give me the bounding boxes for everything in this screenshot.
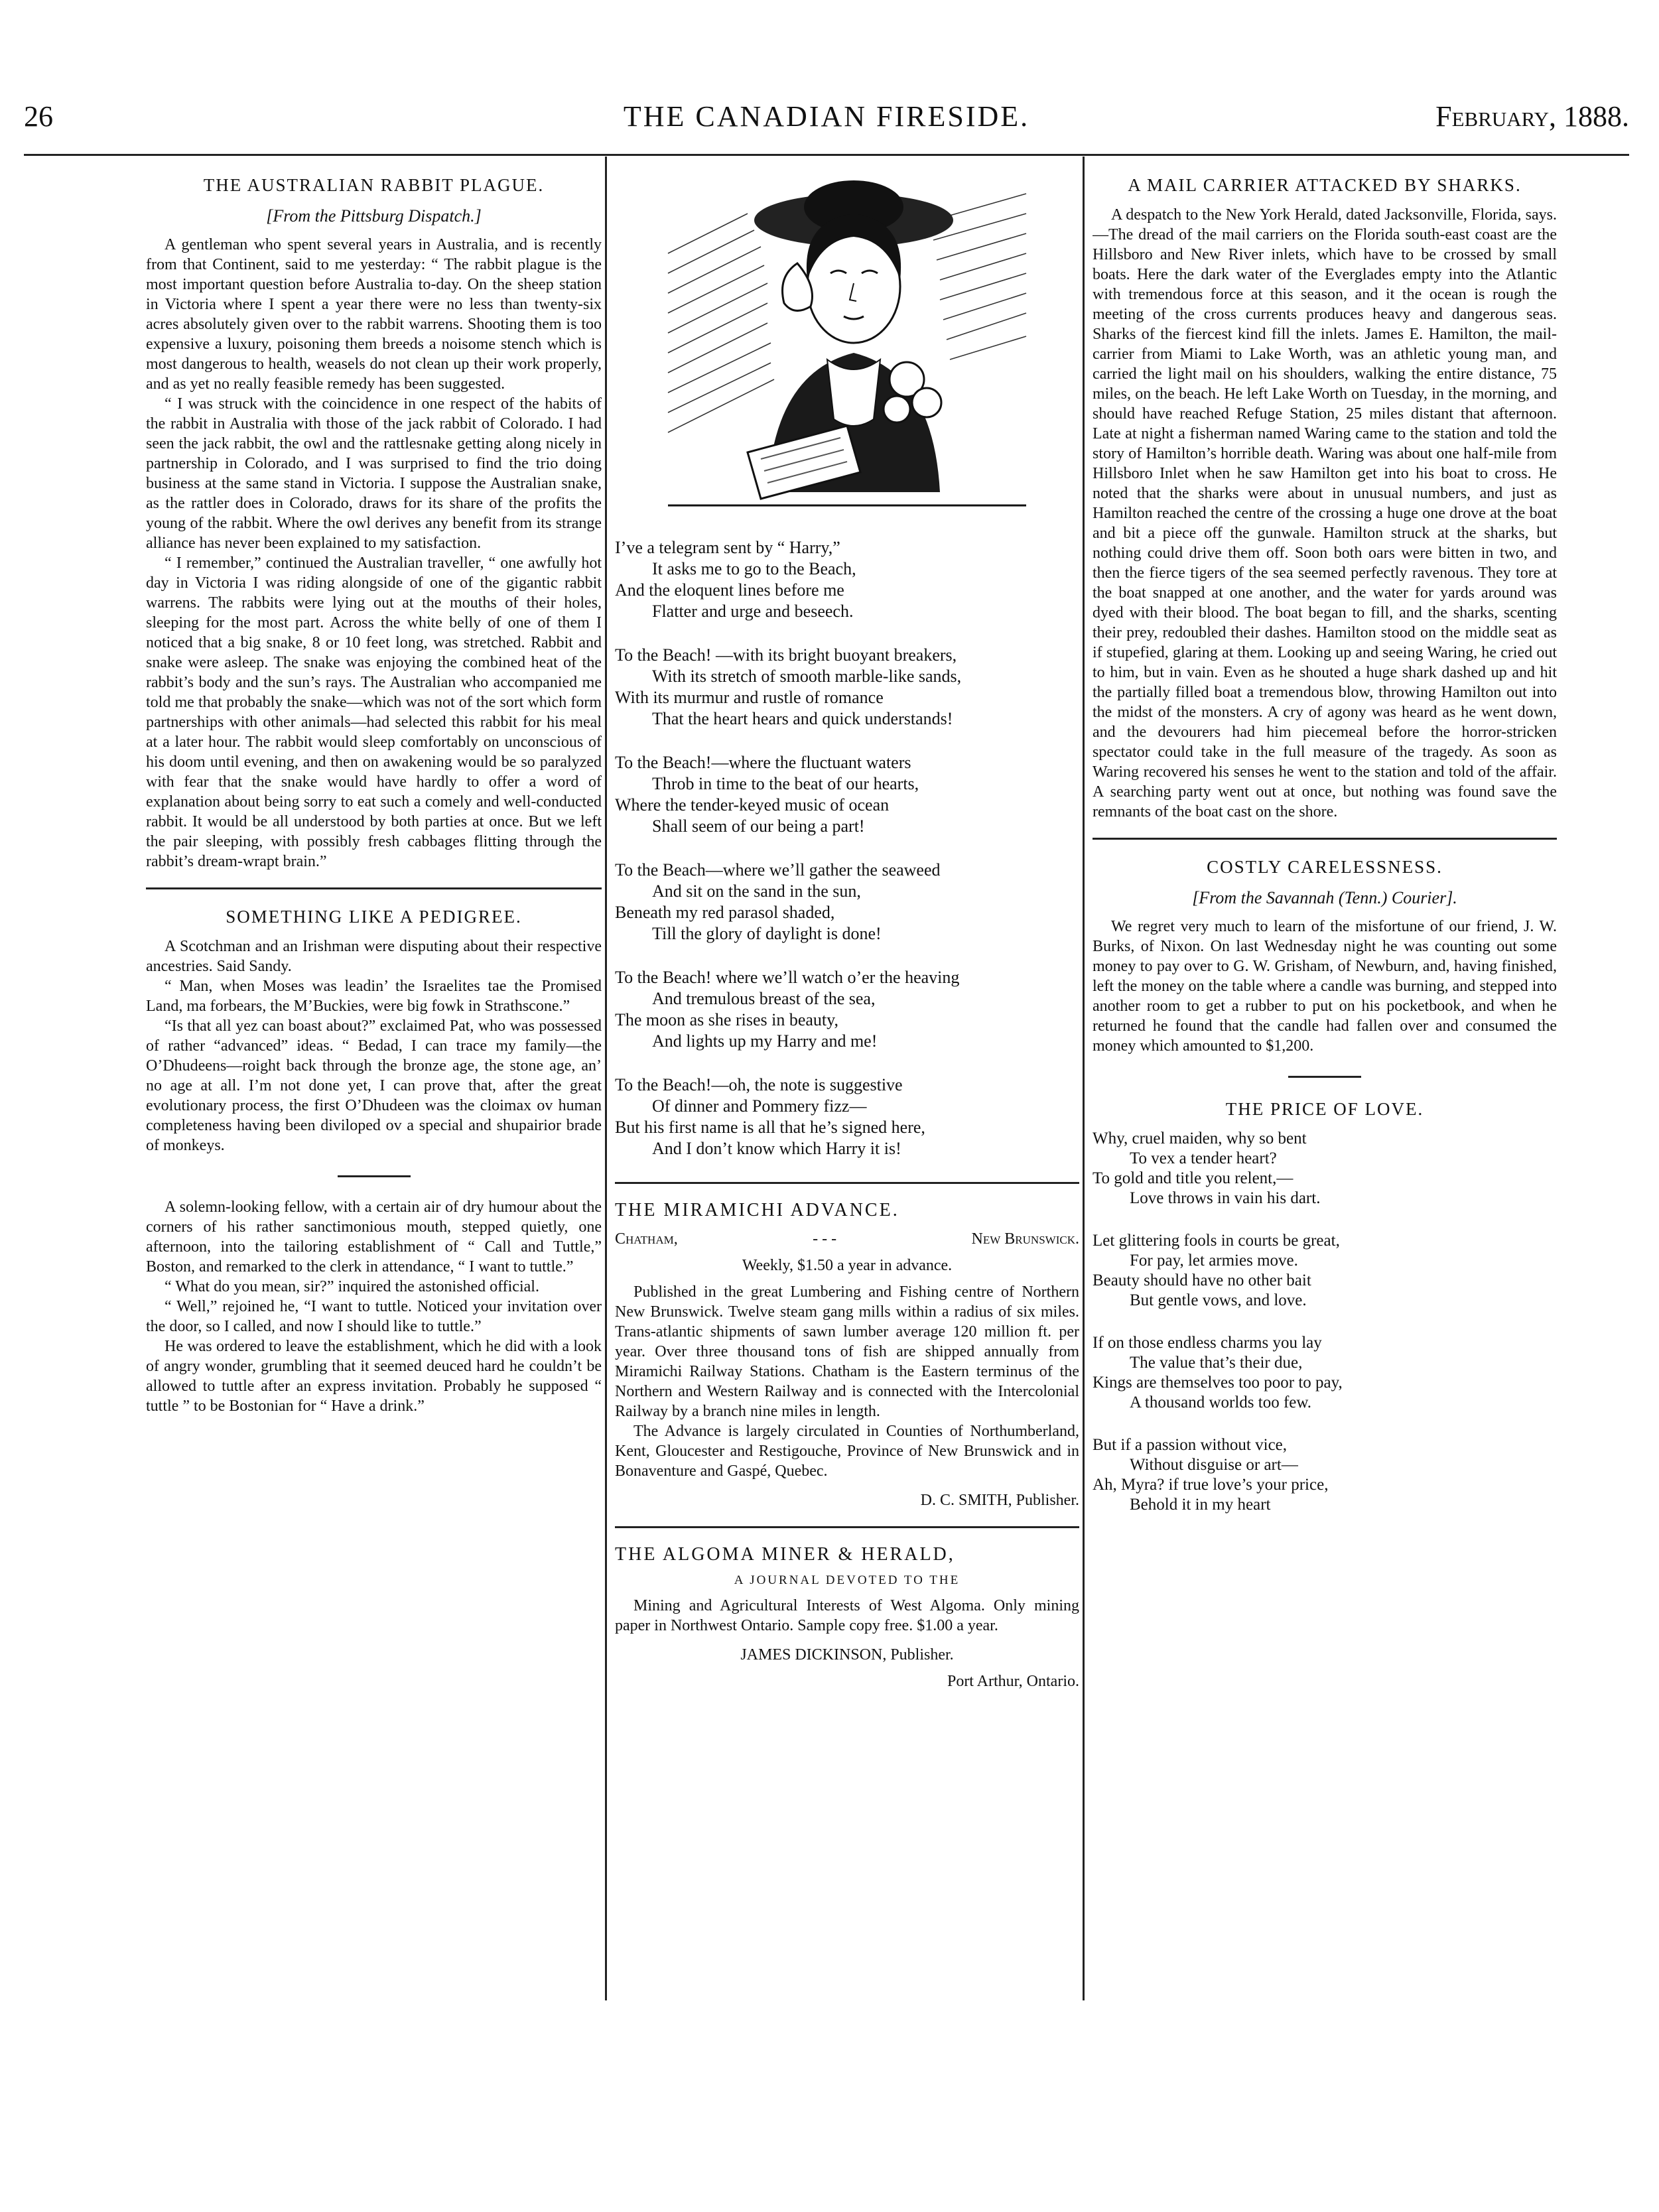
column-rule-2 — [1083, 157, 1085, 2000]
poem-price-of-love — [1093, 1098, 1557, 1515]
poem-title: THE PRICE OF LOVE. — [1225, 1099, 1424, 1119]
poem-stanza — [615, 1074, 1079, 1159]
article-mail-carrier-sharks — [1093, 174, 1557, 822]
poem-stanza — [1093, 1129, 1557, 1208]
woman-reading-illustration-icon — [655, 174, 1039, 525]
article-title: SOMETHING LIKE A PEDIGREE. — [226, 907, 522, 927]
masthead-rule — [24, 154, 1629, 156]
article-title: THE AUSTRALIAN RABBIT PLAGUE. — [203, 175, 545, 195]
advert-title: THE ALGOMA MINER & HERALD, — [615, 1544, 955, 1565]
advert-dashes: - - - — [813, 1230, 837, 1248]
poem-stanza — [615, 752, 1079, 837]
poem-line: And I don’t know which Harry it is! — [652, 1139, 901, 1158]
poem-line: Love throws in vain his dart. — [1130, 1189, 1321, 1207]
poem-line: To the Beach—where we’ll gather the seaweed — [615, 860, 941, 879]
advert-province: New Brunswick. — [971, 1230, 1079, 1248]
poem-stanza — [1093, 1333, 1557, 1413]
advert-paragraph: The Advance is largely circulated in Counties of Northumberland, Kent, Gloucester and Restigouche, Province of New Brunswick and in Bonaventure and Gaspé, Quebec. — [615, 1423, 1079, 1480]
poem-line: Flatter and urge and beseech. — [652, 602, 854, 621]
poem-line: Kings are themselves too poor to pay, — [1093, 1374, 1343, 1392]
column-rule-1 — [605, 157, 607, 2000]
poem-line: Without disguise or art— — [1130, 1456, 1298, 1474]
poem-line: But gentle vows, and love. — [1130, 1291, 1307, 1309]
section-divider — [1093, 838, 1557, 840]
poem-line: With its murmur and rustle of romance — [615, 688, 884, 707]
masthead — [24, 99, 1629, 146]
article-pedigree — [146, 905, 602, 1155]
article-paragraph: A gentleman who spent several years in Australia, and is recently from that Continent, said to me yesterday: “ The rabbit plague is the most important question before Australia to-day. On the sheep station in Victoria where I spent a year there were no less than twenty-six acres absolutely given over to the rabbit warrens. Shooting them is too expensive a luxury, poisoning them breeds a noisome stench which is most dangerous to health, weasels do not clean up their work properly, and as yet no really feasible remedy has been suggested. — [146, 236, 602, 393]
column-left — [146, 174, 602, 1416]
page-number: 26 — [24, 100, 53, 133]
poem-line: To the Beach! —with its bright buoyant breakers, — [615, 645, 957, 665]
article-tuttle — [146, 1197, 602, 1416]
poem-line: To the Beach! where we’ll watch o’er the heaving — [615, 968, 960, 987]
article-paragraph: A despatch to the New York Herald, dated Jacksonville, Florida, says.—The dread of the mail carriers on the Florida south-east coast are the Hillsboro and New River inlets, which have to be crossed by small boats. Here the dark water of the Everglades empty into the Atlantic with tremendous force at this season, and it the ocean is rough the meeting of the cross currents produces heavy and dangerous seas. Sharks of the fiercest kind fill the inlets. James E. Hamilton, the mail-carrier from Miami to Lake Worth, was an athletic young man, and carried the light mail on his shoulders, walking the entire distance, 75 miles, on the beach. He left Lake Worth on Tuesday, in the morning, and should have reached Refuge Station, 25 miles distant that afternoon. Late at night a fisherman named Waring came to the station and told the story of Hamilton’s horrible death. Waring was about one half-mile from Hillsboro Inlet when he saw Hamilton get into his boat to cross. He noted that the sharks were about in unusual numbers, and just as Hamilton reached the centre of the crossing a huge one drove at the boat and bit a piece off the gunwale. Hamilton struck at the sharks, but nothing could drive them off. Soon both oars were bitten in two, and then the fierce tigers of the sea seemed perfectly ravenous. They tore at the boat snapped at one another, and the water for yards around was dyed with their blood. The boat began to fill, and the sharks, scenting their prey, redoubled their dashes. Hamilton stood on the middle seat as if stupefied, glaring at them. Looking up and seeing Waring, he cried out to him, but in vain. Even as he shouted a huge shark dashed up and hit the partially filled boat a tremendous blow, throwing Hamilton out into the midst of the monsters. A cry of agony was heard as he went down, and the devourers had him piecemeal before the horror-stricken spectator could take in the full measure of the tragedy. As soon as Waring recovered his senses he went to the station and told of the affair. A searching party went out at once, but nothing was found save the remnants of the boat cast on the shore. — [1093, 206, 1557, 820]
short-divider — [338, 1175, 411, 1177]
poem-line: With its stretch of smooth marble-like sands, — [652, 667, 962, 686]
article-paragraph: He was ordered to leave the establishment, which he did with a look of angry wonder, grumbling that it seemed deuced hard he couldn’t be allowed to tuttle after an express invitation. Probably he supposed “ tuttle ” to be Bostonian for “ Have a drink.” — [146, 1338, 602, 1415]
article-paragraph: A Scotchman and an Irishman were disputing about their respective ancestries. Said Sandy. — [146, 938, 602, 975]
section-divider — [146, 887, 602, 889]
advert-location — [615, 1229, 1079, 1249]
poem-line: Why, cruel maiden, why so bent — [1093, 1130, 1307, 1147]
poem-line: That the heart hears and quick understands! — [652, 709, 953, 728]
poem-line: Beauty should have no other bait — [1093, 1271, 1311, 1289]
poem-line: To vex a tender heart? — [1130, 1149, 1277, 1167]
article-costly-carelessness — [1093, 856, 1557, 1056]
article-paragraph: “ I remember,” continued the Australian traveller, “ one awfully hot day in Victoria I was riding alongside of one of the gigantic rabbit warrens. The rabbits were lying out at the mouths of their holes, sleeping for the most part. Across the white belly of one of them I noticed that a big snake, 8 or 10 feet long, was stretched. Rabbit and snake were asleep. The snake was enjoying the combined heat of the rabbit’s body and the sun’s rays. The Australian who accompanied me told me that probably the snake—which was not of the sort which form partnerships with other animals—had selected this rabbit for his meal at a later hour. The rabbit would sleep comfortably on unconscious of his doom until evening, and then on awakening would be so paralyzed with fear that the snake would have hardly to offer a word of explanation about being sorry to eat such a comely and well-conducted rabbit. It would be all understood by both parties at once. But we left the pair sleeping, with possibly fresh cabbages flitting through the rabbit’s dream-wrapt brain.” — [146, 554, 602, 870]
advert-publisher: JAMES DICKINSON, Publisher. — [740, 1646, 954, 1663]
column-right — [1093, 174, 1557, 1537]
poem-line: Ah, Myra? if true love’s your price, — [1093, 1476, 1329, 1494]
article-paragraph: “Is that all yez can boast about?” exclaimed Pat, who was possessed of rather “advanced” ideas. “ Bedad, I can trace my family—the O’Dhudeens—roight back through the bronze age, the stone age, an’ no age at all. I’m not done yet, I can prove that, after the great evolutionary process, the first O’Dhudeen was the cloimax ov human completeness having been diviloped ov a special and shupairior brade of monkeys. — [146, 1017, 602, 1154]
poem-line: To the Beach!—oh, the note is suggestive — [615, 1075, 903, 1094]
article-paragraph: “ What do you mean, sir?” inquired the astonished official. — [165, 1278, 539, 1295]
poem-stanza — [615, 645, 1079, 730]
article-rabbit-plague — [146, 174, 602, 872]
poem-line: And lights up my Harry and me! — [652, 1031, 878, 1051]
advert-price: Weekly, $1.50 a year in advance. — [742, 1257, 953, 1274]
advert-town: Chatham, — [615, 1230, 678, 1248]
section-divider — [615, 1182, 1079, 1184]
poem-line: Shall seem of our being a part! — [652, 816, 865, 836]
advert-title: THE MIRAMICHI ADVANCE. — [615, 1200, 899, 1220]
poem-line: The moon as she rises in beauty, — [615, 1010, 838, 1029]
poem-line: Throb in time to the beat of our hearts, — [652, 774, 919, 793]
poem-line: And sit on the sand in the sun, — [652, 881, 861, 901]
poem-line: But his first name is all that he’s signed here, — [615, 1118, 925, 1137]
poem-stanza — [1093, 1231, 1557, 1311]
article-title: A MAIL CARRIER ATTACKED BY SHARKS. — [1128, 175, 1522, 195]
article-paragraph: A solemn-looking fellow, with a certain air of dry humour about the corners of his rather sanctimonious mouth, stepped quietly, one afternoon, into the tailoring establishment of “ Call and Tuttle,” Boston, and remarked to the clerk in attendance, “ I want to tuttle.” — [146, 1199, 602, 1275]
poem-line: I’ve a telegram sent by “ Harry,” — [615, 538, 840, 557]
advert-publisher: D. C. SMITH, Publisher. — [920, 1492, 1079, 1509]
poem-line: It asks me to go to the Beach, — [652, 559, 856, 578]
advert-miramichi-advance — [615, 1200, 1079, 1510]
issue-date: February, 1888. — [1435, 100, 1629, 133]
poem-line: Behold it in my heart — [1130, 1496, 1271, 1514]
poem-line: But if a passion without vice, — [1093, 1436, 1288, 1454]
poem-line: If on those endless charms you lay — [1093, 1334, 1322, 1352]
newspaper-title: THE CANADIAN FIRESIDE. — [623, 100, 1030, 133]
column-middle — [615, 174, 1079, 1698]
poem-line: Where the tender-keyed music of ocean — [615, 795, 890, 814]
advert-algoma-miner — [615, 1544, 1079, 1691]
poem-stanza — [615, 860, 1079, 944]
advert-subtitle: A JOURNAL DEVOTED TO THE — [734, 1573, 961, 1587]
poem-line: The value that’s their due, — [1130, 1354, 1303, 1372]
poem-line: A thousand worlds too few. — [1130, 1394, 1312, 1411]
article-source: [From the Pittsburg Dispatch.] — [266, 206, 482, 226]
article-paragraph: “ Man, when Moses was leadin’ the Israelites tae the Promised Land, ma forbears, the M’Buckies, were big fowk in Strathscone.” — [146, 978, 602, 1015]
poem-line: Beneath my red parasol shaded, — [615, 903, 835, 922]
poem-line: To gold and title you relent,— — [1093, 1169, 1294, 1187]
section-divider — [615, 1526, 1079, 1528]
poem-line: For pay, let armies move. — [1130, 1252, 1298, 1269]
poem-line: And tremulous breast of the sea, — [652, 989, 876, 1008]
article-paragraph: We regret very much to learn of the misfortune of our friend, J. W. Burks, of Nixon. On last Wednesday night he was counting out some money to pay over to G. W. Grisham, of Newburn, and, having finished, left the money on the table where a candle was burning, and stepped into another room to get a rubber to put on his pocketbook, and when he returned he found that the candle had fallen over and consumed the money which amounted to $1,200. — [1093, 918, 1557, 1055]
advert-place: Port Arthur, Ontario. — [947, 1673, 1079, 1690]
article-source: [From the Savannah (Tenn.) Courier]. — [1192, 888, 1457, 907]
short-divider — [1288, 1076, 1361, 1078]
article-paragraph: “ I was struck with the coincidence in one respect of the habits of the rabbit in Australia with those of the jack rabbit of Colorado. I had seen the jack rabbit, the owl and the rattlesnake getting along nicely in partnership in Colorado, and I was surprised to find the trio doing business at the same stand in Victoria. I suppose the Australian snake, as the rattler does in Colorado, draws for its share of the profits the young of the rabbit. Where the owl derives any benefit from its strange alliance has never been explained to my satisfaction. — [146, 395, 602, 552]
poem-line: To the Beach!—where the fluctuant waters — [615, 753, 911, 772]
poem-line: Of dinner and Pommery fizz— — [652, 1096, 867, 1116]
advert-paragraph: Mining and Agricultural Interests of West Algoma. Only mining paper in Northwest Ontario. Sample copy free. $1.00 a year. — [615, 1597, 1079, 1634]
advert-paragraph: Published in the great Lumbering and Fishing centre of Northern New Brunswick. Twelve steam gang mills within a radius of six miles. Trans-atlantic shipments of sawn lumber average 120 million ft. per year. Over three thousand tons of fish are shipped annually from Miramichi Railway Stations. Chatham is the Eastern terminus of the Northern and Western Railway and is connected with the Intercolonial Railway by a branch nine miles in length. — [615, 1283, 1079, 1420]
article-title: COSTLY CARELESSNESS. — [1207, 857, 1443, 877]
poem-telegram — [615, 537, 1079, 1159]
poem-line: And the eloquent lines before me — [615, 580, 844, 600]
poem-stanza — [615, 537, 1079, 622]
article-paragraph: “ Well,” rejoined he, “I want to tuttle. Noticed your invitation over the door, so I called, and now I should like to tuttle.” — [146, 1298, 602, 1335]
poem-stanza — [615, 967, 1079, 1052]
poem-line: Till the glory of daylight is done! — [652, 924, 882, 943]
poem-stanza — [1093, 1435, 1557, 1515]
poem-line: Let glittering fools in courts be great, — [1093, 1232, 1340, 1250]
